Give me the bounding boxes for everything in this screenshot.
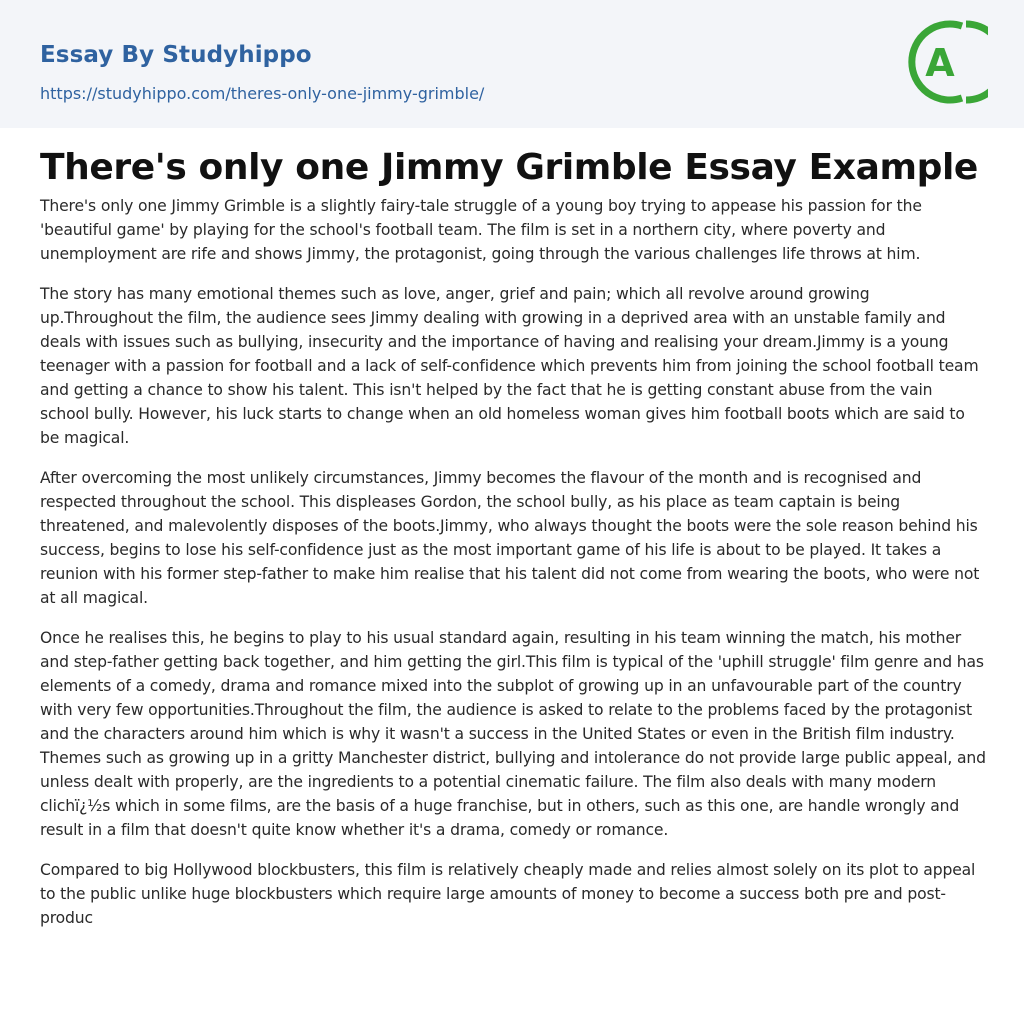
article-url-link[interactable]: https://studyhippo.com/theres-only-one-jimmy-grimble/ — [40, 84, 485, 103]
article-paragraph: The story has many emotional themes such as love, anger, grief and pain; which all revolve around growing up.Throughout the film, the audience sees Jimmy dealing with growing in a deprived area with an unstable family and deals with issues such as bullying, insecurity and the importance of having and realising your dream.Jimmy is a young teenager with a passion for football and a lack of self-confidence which prevents him from joining the school football team and getting a chance to show his talent. This isn't helped by the fact that he is getting constant abuse from the vain school bully. However, his luck starts to change when an old homeless woman gives him football boots which are said to be magical. — [40, 285, 979, 447]
site-brand[interactable]: Essay By Studyhippo — [40, 42, 312, 68]
article-body — [40, 194, 986, 946]
logo-letter: A — [925, 41, 955, 85]
article-paragraph: There's only one Jimmy Grimble is a slightly fairy-tale struggle of a young boy trying to appease his passion for the 'beautiful game' by playing for the school's football team. The film is set in a northern city, where poverty and unemployment are rife and shows Jimmy, the protagonist, going through the various challenges life throws at him. — [40, 197, 922, 263]
article-paragraph: After overcoming the most unlikely circumstances, Jimmy becomes the flavour of the month and is recognised and respected throughout the school. This displeases Gordon, the school bully, as his place as team captain is being threatened, and malevolently disposes of the boots.Jimmy, who always thought the boots were the sole reason behind his success, begins to lose his self-confidence just as the most important game of his life is about to be played. It takes a reunion with his former step-father to make him realise that his talent did not come from wearing the boots, who were not at all magical. — [40, 469, 980, 607]
article-paragraph: Once he realises this, he begins to play to his usual standard again, resulting in his team winning the match, his mother and step-father getting back together, and him getting the girl.This film is typical of the 'uphill struggle' film genre and has elements of a comedy, drama and romance mixed into the subplot of growing up in an unfavourable part of the country with very few opportunities.Throughout the film, the audience is asked to relate to the problems faced by the protagonist and the characters around him which is why it wasn't a success in the United States or even in the British film industry. Themes such as growing up in a gritty Manchester district, bullying and intolerance do not provide large public appeal, and unless dealt with properly, are the ingredients to a potential cinematic failure. The film also deals with many modern clichï¿½s which in some films, are the basis of a huge franchise, but in others, such as this one, are handle wrongly and result in a film that doesn't quite know whether it's a drama, comedy or romance. — [40, 629, 986, 839]
article-title: There's only one Jimmy Grimble Essay Example — [40, 147, 978, 188]
site-header — [0, 0, 1024, 128]
studyhippo-logo-icon[interactable] — [906, 18, 988, 106]
article-paragraph: Compared to big Hollywood blockbusters, this film is relatively cheaply made and relies almost solely on its plot to appeal to the public unlike huge blockbusters which require large amounts of money to become a success both pre and post-produc — [40, 861, 976, 927]
